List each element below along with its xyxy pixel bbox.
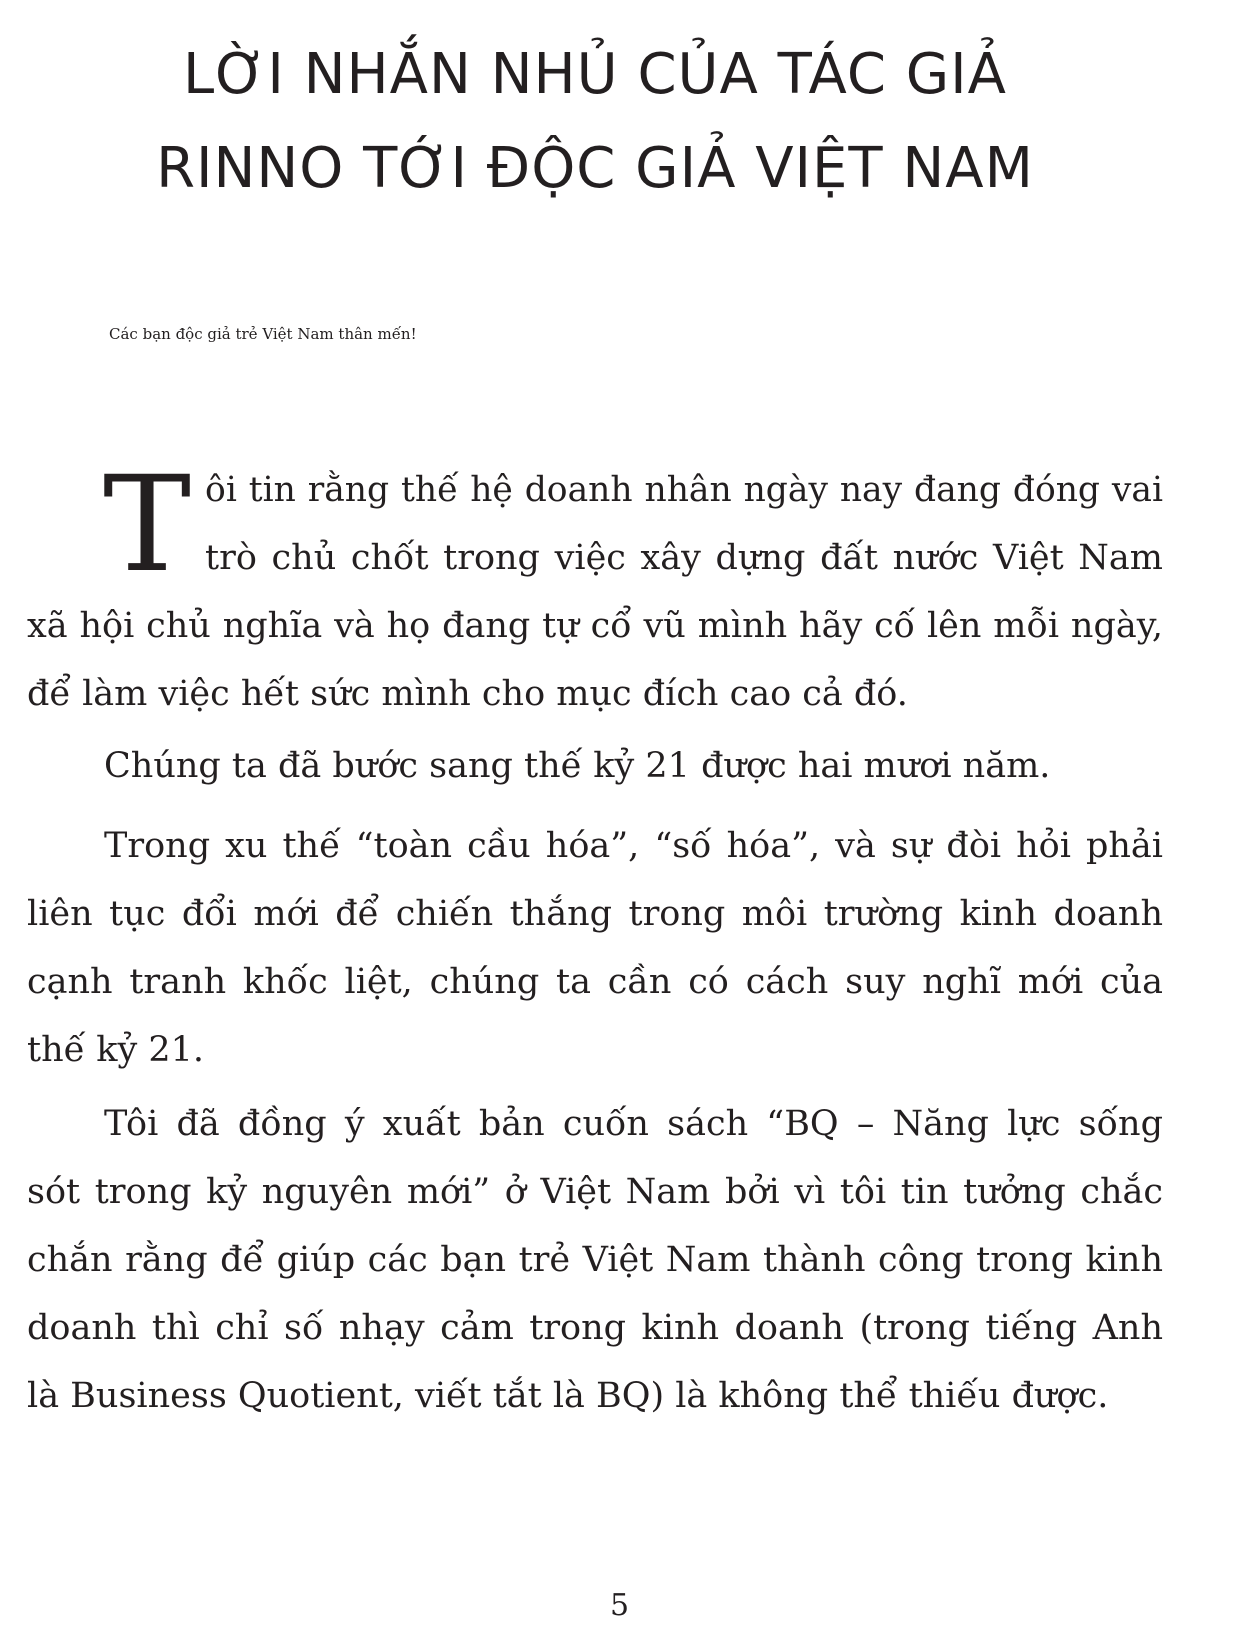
paragraph-line: trò chủ chốt trong việc xây dựng đất nước Việt Nam [205, 538, 1163, 578]
paragraph-line: Tôi đã đồng ý xuất bản cuốn sách “BQ – Năng lực sống [104, 1104, 1163, 1144]
paragraph-3 [27, 812, 1163, 1084]
paragraph-line: xã hội chủ nghĩa và họ đang tự cổ vũ mình hãy cố lên mỗi ngày, [27, 606, 1163, 646]
page-title [0, 28, 1190, 216]
title-line-2: RINNO TỚI ĐỘC GIẢ VIỆT NAM [156, 136, 1034, 201]
paragraph-line: thế kỷ 21. [27, 1030, 205, 1070]
title-line-1: LỜI NHẮN NHỦ CỦA TÁC GIẢ [183, 42, 1007, 107]
paragraph-line: là Business Quotient, viết tắt là BQ) là không thể thiếu được. [27, 1376, 1109, 1416]
paragraph-line: doanh thì chỉ số nhạy cảm trong kinh doanh (trong tiếng Anh [27, 1308, 1163, 1348]
paragraph-2 [27, 732, 1163, 800]
paragraph-line: để làm việc hết sức mình cho mục đích cao cả đó. [27, 674, 908, 714]
paragraph-line: liên tục đổi mới để chiến thắng trong môi trường kinh doanh [27, 894, 1163, 934]
paragraph-line: Trong xu thế “toàn cầu hóa”, “số hóa”, và sự đòi hỏi phải [104, 826, 1163, 866]
paragraph-line: chắn rằng để giúp các bạn trẻ Việt Nam thành công trong kinh [27, 1240, 1163, 1280]
paragraph-line: cạnh tranh khốc liệt, chúng ta cần có cách suy nghĩ mới của [27, 962, 1163, 1002]
paragraph-line: sót trong kỷ nguyên mới” ở Việt Nam bởi vì tôi tin tưởng chắc [27, 1172, 1163, 1212]
page-number: 5 [609, 1588, 630, 1623]
paragraph-1 [27, 448, 1163, 728]
paragraph-line: Chúng ta đã bước sang thế kỷ 21 được hai mươi năm. [104, 746, 1051, 786]
paragraph-line: ôi tin rằng thế hệ doanh nhân ngày nay đang đóng vai [205, 470, 1163, 510]
greeting: Các bạn độc giả trẻ Việt Nam thân mến! [109, 325, 417, 343]
paragraph-4 [27, 1090, 1163, 1430]
drop-cap: T [103, 448, 192, 602]
